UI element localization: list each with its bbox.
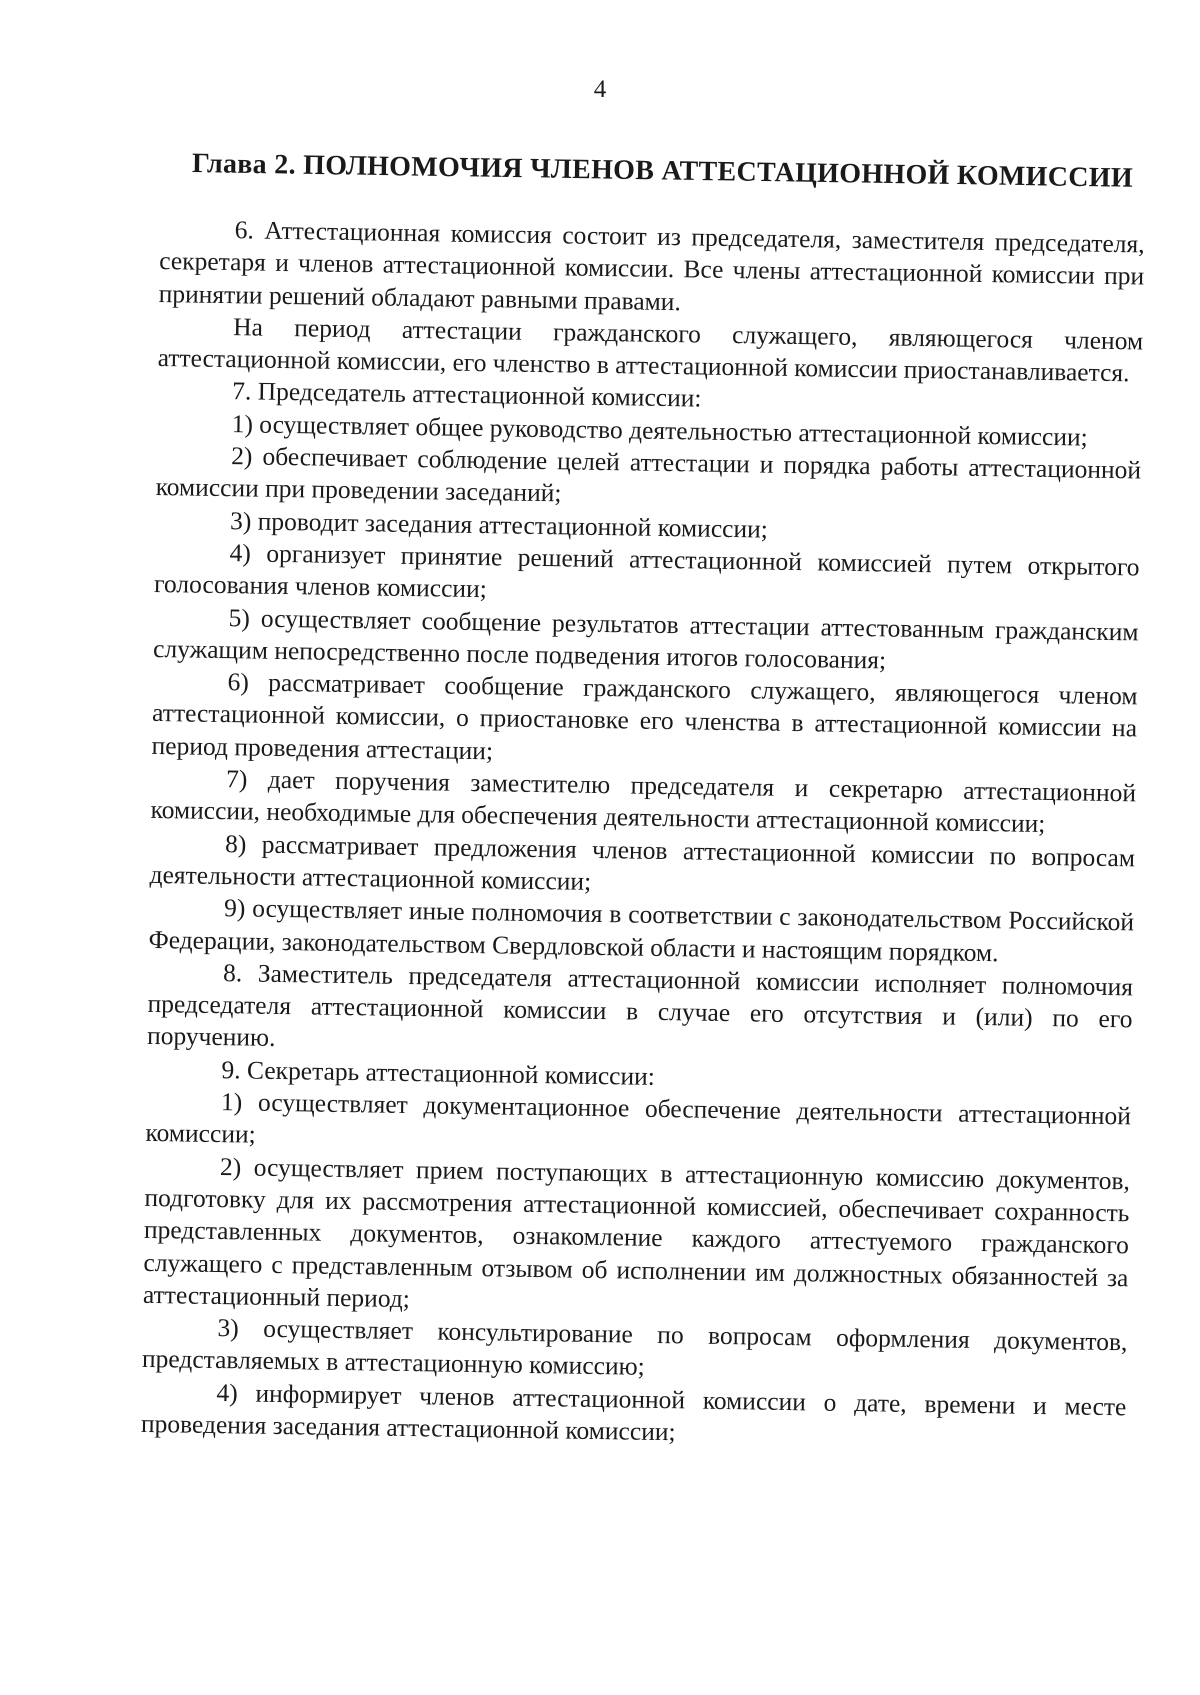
paragraph-7-item-9: 9) осуществляет иные полномочия в соответствии с законодательством Российской Федерации, законодательством Свердловской области и настоящим порядком. <box>148 893 1135 967</box>
document-body <box>141 213 1145 1456</box>
paragraph-7-item-3: 3) проводит заседания аттестационной комиссии; <box>229 505 769 544</box>
paragraph-6: 6. Аттестационная комиссия состоит из председателя, заместителя председателя, секретаря и членов аттестационной комиссии. Все члены аттестационной комиссии при принятии решений обладают равными правами. <box>158 215 1145 316</box>
chapter-title: Глава 2. ПОЛНОМОЧИЯ ЧЛЕНОВ АТТЕСТАЦИОННОЙ КОМИССИИ <box>191 148 1134 194</box>
page-number: 4 <box>593 76 607 103</box>
paragraph-7-item-7: 7) дает поручения заместителю председателя и секретарю аттестационной комиссии, необходимые для обеспечения деятельности аттестационной комиссии; <box>150 764 1137 839</box>
paragraph-7-item-1: 1) осуществляет общее руководство деятельностью аттестационной комиссии; <box>231 408 1088 452</box>
paragraph-9-item-2: 2) осуществляет прием поступающих в аттестационную комиссию документов, подготовку для их рассмотрения аттестационной комиссией, обеспечивает сохранность представленных документов, ознакомление каждого аттестуемого гражданского служащего с представленным отзывом об исполнении им должностных обязанностей за аттестационный период; <box>142 1151 1131 1313</box>
paragraph-6-suspension: На период аттестации гражданского служащего, являющегося членом аттестационной комиссии, его членство в аттестационной комиссии приостанавливается. <box>157 312 1144 388</box>
paragraph-7-item-6: 6) рассматривает сообщение гражданского служащего, являющегося членом аттестационной комиссии, о приостановке его членства в аттестационной комиссии на период проведения аттестации; <box>151 667 1138 766</box>
paragraph-7-item-2: 2) обеспечивает соблюдение целей аттестации и порядка работы аттестационной комиссии при проведении заседаний; <box>155 441 1142 508</box>
paragraph-8: 8. Заместитель председателя аттестационной комиссии исполняет полномочия председателя аттестационной комиссии в случае его отсутствия и (или) по его поручению. <box>146 957 1134 1053</box>
paragraph-9-item-4: 4) информирует членов аттестационной комиссии о дате, времени и месте проведения заседания аттестационной комиссии; <box>140 1377 1127 1447</box>
paragraph-7-heading: 7. Председатель аттестационной комиссии: <box>231 376 702 414</box>
paragraph-7-item-5: 5) осуществляет сообщение результатов аттестации аттестованным гражданским служащим непосредственно после подведения итогов голосования; <box>152 602 1139 675</box>
paragraph-7-item-8: 8) рассматривает предложения членов аттестационной комиссии по вопросам деятельности аттестационной комиссии; <box>149 828 1136 896</box>
paragraph-9-item-3: 3) осуществляет консультирование по вопросам оформления документов, представляемых в аттестационную комиссию; <box>141 1313 1128 1382</box>
paragraph-9-heading: 9. Секретарь аттестационной комиссии: <box>221 1054 656 1091</box>
paragraph-9-item-1: 1) осуществляет документационное обеспечение деятельности аттестационной комиссии; <box>145 1087 1132 1149</box>
paragraph-7-item-4: 4) организует принятие решений аттестационной комиссией путем открытого голосования членов комиссии; <box>153 538 1140 604</box>
